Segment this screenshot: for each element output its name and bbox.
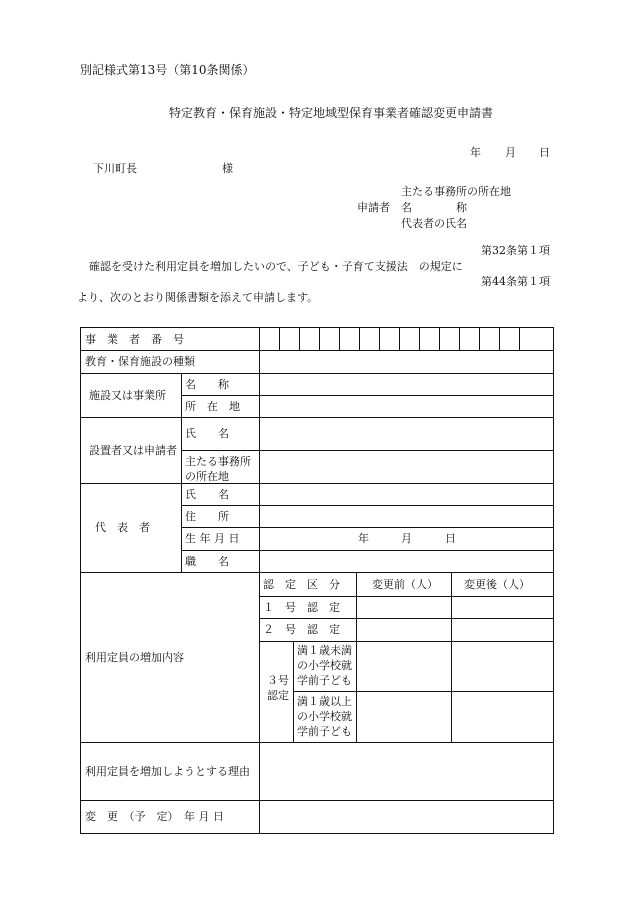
facility-type-input[interactable]	[260, 351, 552, 373]
applicant-name-label-1: 名	[401, 201, 412, 214]
certification-class-header: 認 定 区 分	[263, 577, 340, 591]
applicant-office-address-label: 主たる事務所の所在地	[401, 185, 511, 198]
position-input[interactable]	[260, 551, 552, 572]
birth-day-label: 日	[445, 532, 456, 545]
facility-name-input[interactable]	[260, 374, 552, 395]
facility-location-input[interactable]	[260, 396, 552, 417]
founder-office-input[interactable]	[260, 451, 552, 483]
facility-type-label: 教育・保育施設の種類	[85, 355, 195, 368]
applicant-label: 申請者	[357, 201, 390, 214]
founder-name-input[interactable]	[260, 418, 552, 450]
document-title: 特定教育・保育施設・特定地域型保育事業者確認変更申請書	[169, 106, 494, 120]
founder-name-label: 氏 名	[185, 427, 229, 440]
birth-year-label: 年	[358, 532, 369, 545]
application-form-table	[80, 327, 554, 834]
addressee: 下川町長	[93, 162, 137, 175]
cert-3-label: ３号 認定	[267, 674, 289, 702]
date-day-label: 日	[539, 146, 550, 159]
change-date-input[interactable]	[260, 801, 552, 833]
birth-date-label: 生 年 月 日	[185, 532, 240, 545]
cert-2-label: ２ 号 認 定	[263, 623, 340, 636]
representative-label: 代 表 者	[95, 521, 150, 534]
facility-name-label: 名 称	[185, 377, 229, 391]
business-number-input[interactable]	[260, 329, 552, 350]
date-month-label: 月	[505, 146, 516, 159]
date-year-label: 年	[470, 146, 481, 159]
representative-name-input[interactable]	[260, 484, 552, 505]
representative-name-label: 氏 名	[185, 487, 229, 501]
business-number-label: 事 業 者 番 号	[85, 332, 184, 346]
under-1-year-label: 満１歳未満 の小学校就 学前子ども	[297, 644, 352, 687]
facility-or-office-label: 施設又は事業所	[89, 388, 166, 402]
addressee-honorific: 様	[222, 162, 233, 175]
cert-1-label: １ 号 認 定	[263, 600, 340, 614]
change-date-label: 変 更 （予 定） 年 月 日	[85, 810, 224, 823]
reason-input[interactable]	[260, 743, 552, 800]
birth-month-label: 月	[401, 532, 412, 545]
clause-44: 第44条第１項	[481, 275, 550, 288]
after-change-header: 変更後（人）	[464, 577, 530, 591]
main-office-location-label: 主たる事務所 の所在地	[185, 455, 251, 483]
reason-label: 利用定員を増加しようとする理由	[85, 764, 250, 778]
clause-32: 第32条第１項	[481, 244, 550, 257]
representative-address-label: 住 所	[185, 509, 229, 523]
representative-address-input[interactable]	[260, 506, 552, 527]
position-label: 職 名	[185, 554, 229, 568]
applicant-name-label-2: 称	[456, 201, 467, 214]
statement-line-1: 確認を受けた利用定員を増加したいので、子ども・子育て支援法 の規定に	[89, 260, 463, 273]
founder-or-applicant-label: 設置者又は申請者	[89, 443, 177, 457]
form-number: 別記様式第13号（第10条関係）	[80, 63, 255, 77]
applicant-representative-label: 代表者の氏名	[401, 217, 467, 230]
before-change-header: 変更前（人）	[372, 577, 438, 591]
over-1-year-label: 満１歳以上 の小学校就 学前子ども	[297, 695, 352, 738]
statement-line-2: より、次のとおり関係書類を添えて申請します。	[77, 291, 319, 304]
facility-location-label: 所 在 地	[185, 399, 240, 413]
capacity-increase-label: 利用定員の増加内容	[85, 650, 184, 664]
